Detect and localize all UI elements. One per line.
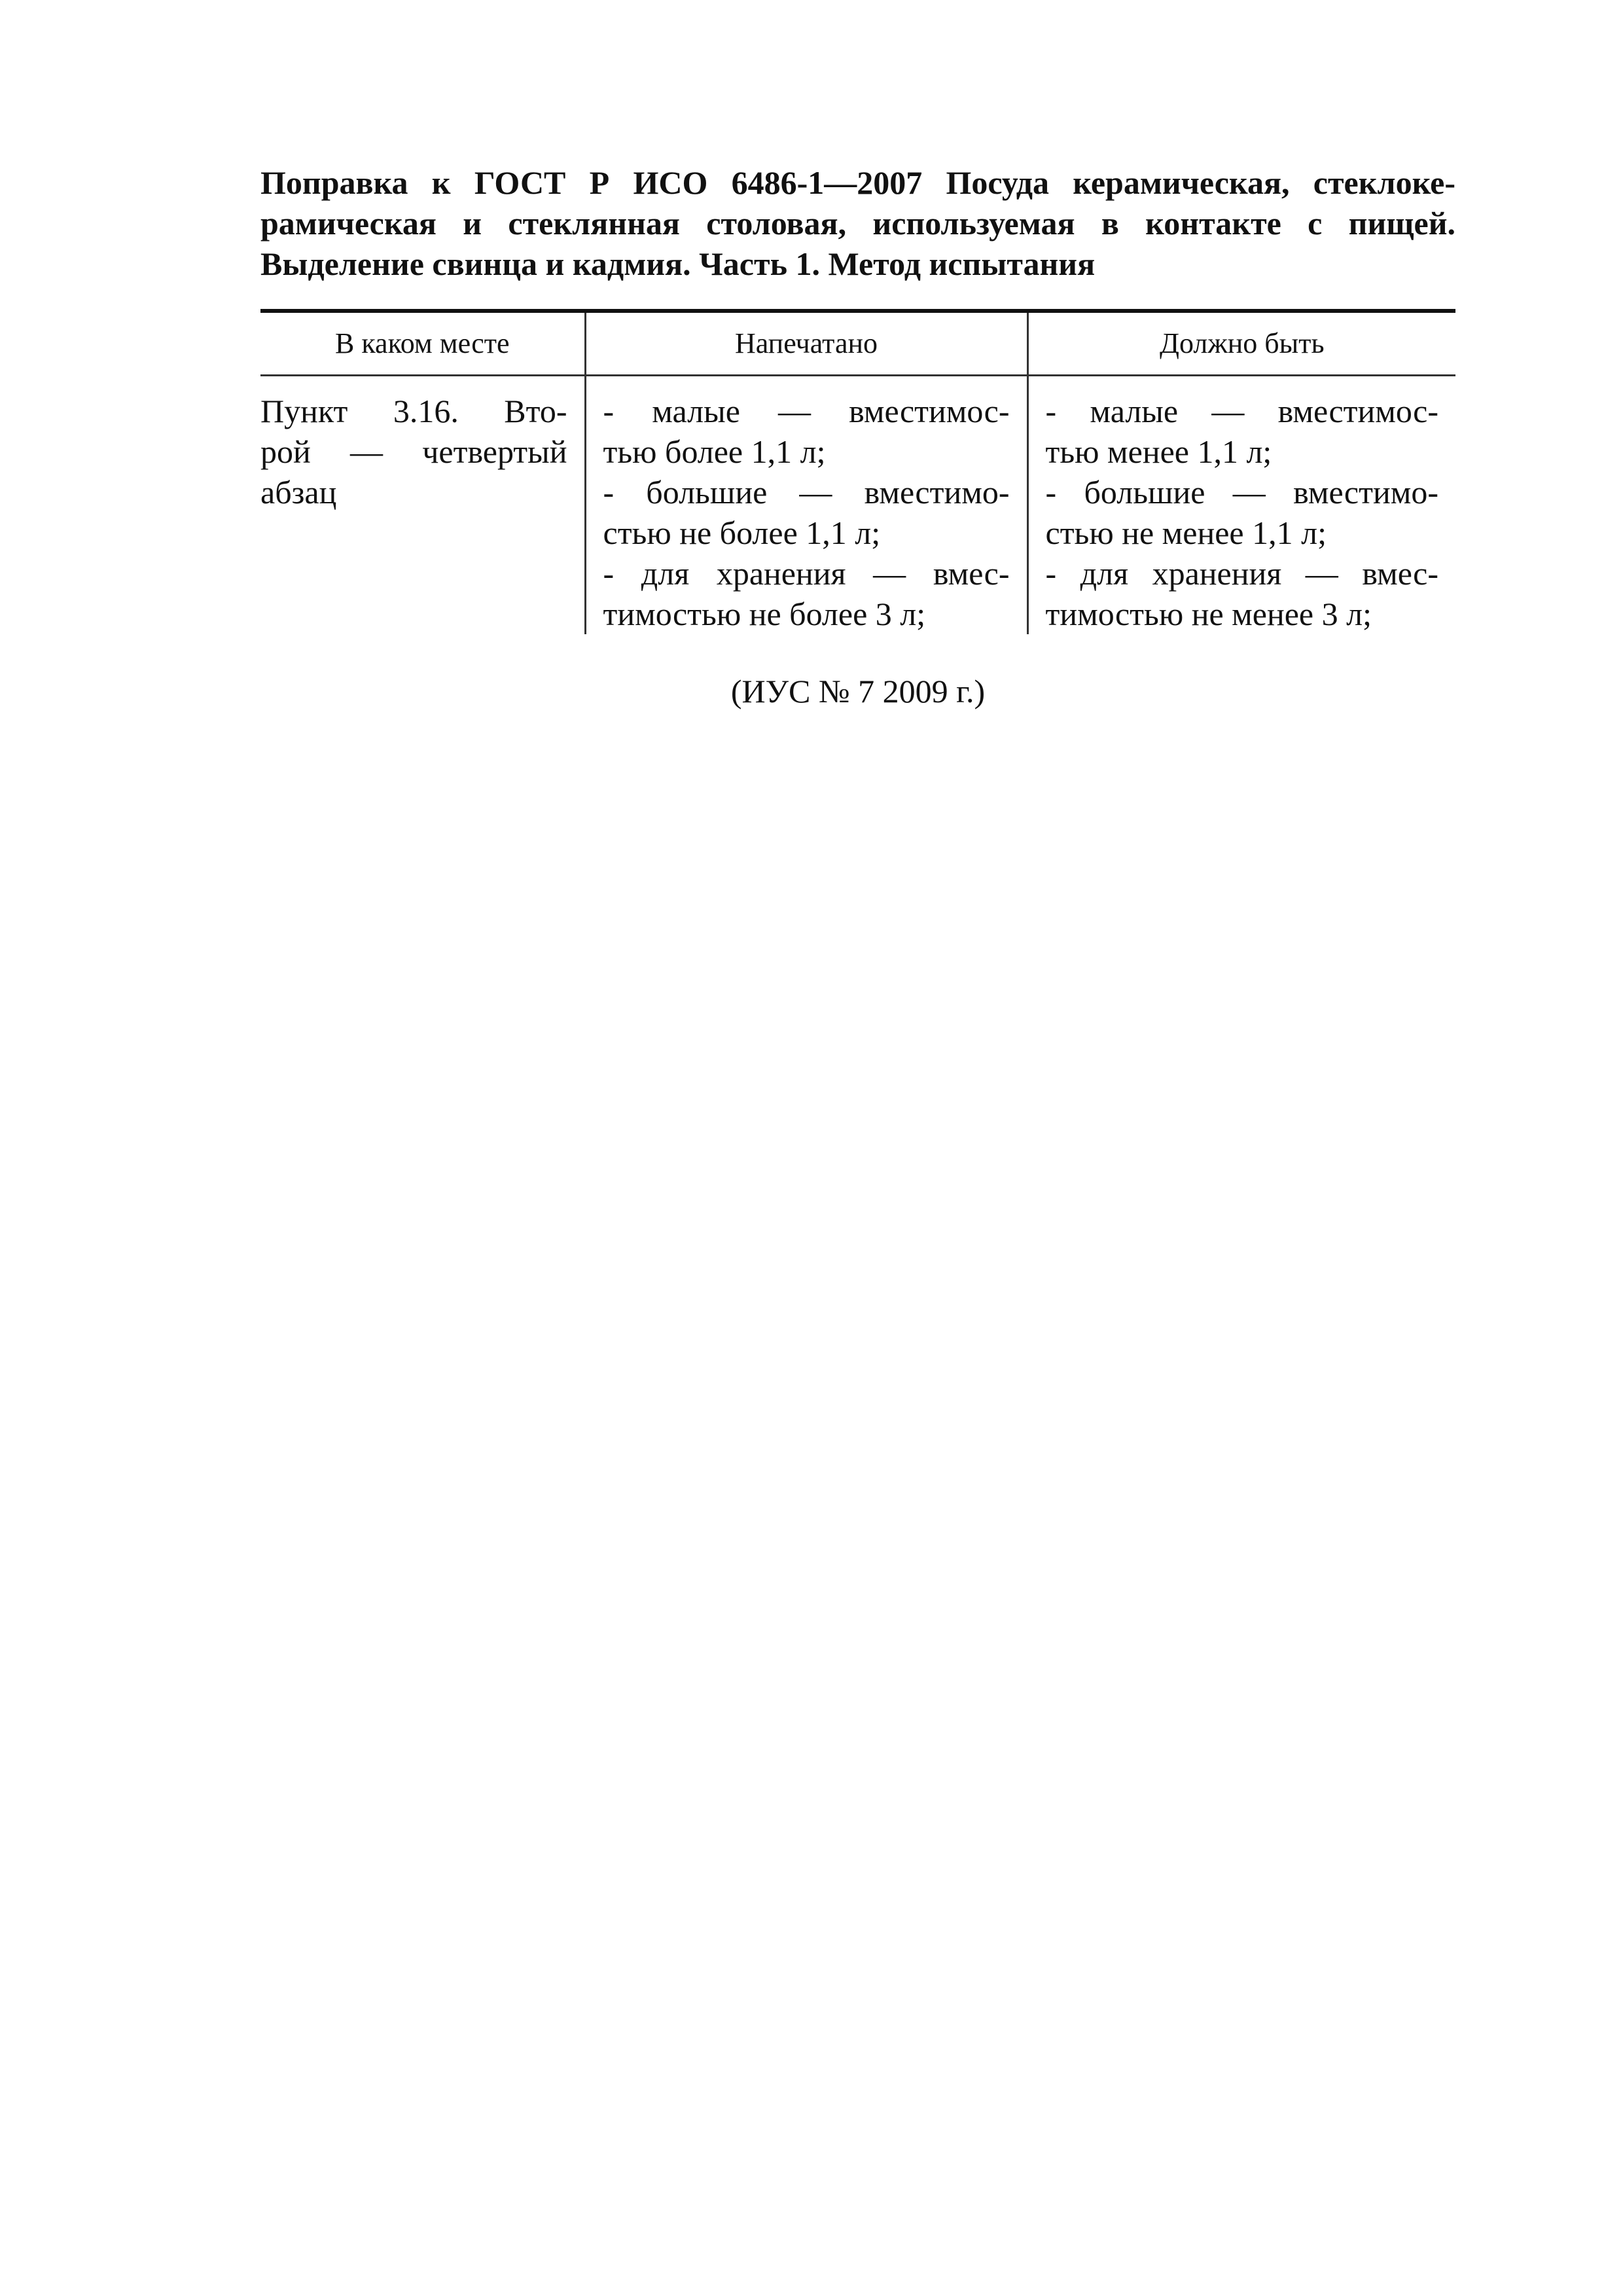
- document-page: [260, 162, 1455, 711]
- cell-printed: [585, 376, 1027, 635]
- printed-line-2: тью более 1,1 л;: [603, 433, 826, 470]
- header-location: В каком месте: [260, 311, 585, 376]
- location-line-3: абзац: [260, 474, 337, 511]
- cell-should-be: [1027, 376, 1455, 635]
- location-line-1: Пункт 3.16. Вто-: [260, 393, 567, 429]
- header-row: [260, 311, 1455, 376]
- header-should-be: Должно быть: [1027, 311, 1455, 376]
- should-be-line-5: - для хранения — вмес-: [1045, 555, 1438, 592]
- printed-line-3: - большие — вместимо-: [603, 474, 1010, 511]
- document-title: [260, 162, 1455, 284]
- title-line-3: Выделение свинца и кадмия. Часть 1. Метод испытания: [260, 245, 1096, 282]
- table-row: [260, 376, 1455, 635]
- printed-line-4: стью не более 1,1 л;: [603, 514, 881, 551]
- printed-line-5: - для хранения — вмес-: [603, 555, 1010, 592]
- printed-line-1: - малые — вместимос-: [603, 393, 1010, 429]
- should-be-line-3: - большие — вместимо-: [1045, 474, 1438, 511]
- title-line-1: Поправка к ГОСТ Р ИСО 6486-1—2007 Посуда керамическая, стеклоке-: [260, 164, 1455, 201]
- printed-line-6: тимостью не более 3 л;: [603, 596, 926, 632]
- amendment-table-header: [260, 311, 1455, 376]
- should-be-line-6: тимостью не менее 3 л;: [1045, 596, 1372, 632]
- should-be-line-4: стью не менее 1,1 л;: [1045, 514, 1327, 551]
- source-reference: (ИУС № 7 2009 г.): [730, 673, 986, 709]
- location-line-2: рой — четвертый: [260, 433, 567, 470]
- header-printed: Напечатано: [585, 311, 1027, 376]
- cell-location: [260, 376, 585, 635]
- title-line-2: рамическая и стеклянная столовая, используемая в контакте с пищей.: [260, 205, 1455, 242]
- should-be-line-1: - малые — вместимос-: [1045, 393, 1438, 429]
- amendment-table: [260, 309, 1455, 634]
- should-be-line-2: тью менее 1,1 л;: [1045, 433, 1272, 470]
